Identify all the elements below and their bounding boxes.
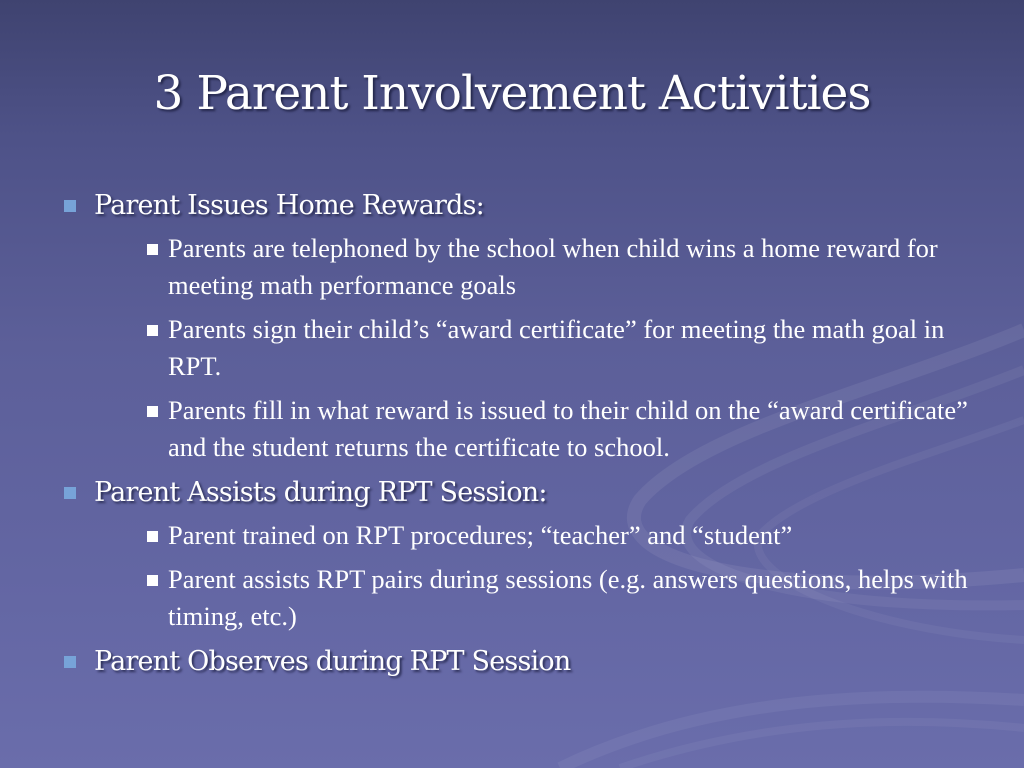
bullet-list: [64, 186, 1004, 686]
square-bullet-icon: [64, 200, 76, 212]
section-heading: Parent Observes during RPT Session: [94, 646, 571, 677]
small-square-bullet-icon: [147, 406, 158, 417]
section-assists-rpt: [64, 473, 1004, 635]
section-home-rewards: [64, 186, 1004, 466]
list-item-text: Parents fill in what reward is issued to their child on the “award certificate” and the student returns the certificate to school.: [168, 395, 968, 462]
sub-bullet-list: [94, 230, 1004, 466]
list-item-text: Parent trained on RPT procedures; “teacher” and “student”: [168, 520, 793, 550]
square-bullet-icon: [64, 656, 76, 668]
small-square-bullet-icon: [147, 244, 158, 255]
list-item-text: Parents are telephoned by the school when child wins a home reward for meeting math performance goals: [168, 233, 938, 300]
slide-title: 3 Parent Involvement Activities: [153, 66, 871, 121]
section-heading: Parent Assists during RPT Session:: [94, 477, 547, 508]
section-heading: Parent Issues Home Rewards:: [94, 190, 484, 221]
small-square-bullet-icon: [147, 531, 158, 542]
list-item: [94, 230, 1004, 304]
sub-bullet-list: [94, 517, 1004, 635]
list-item: [94, 311, 1004, 385]
small-square-bullet-icon: [147, 575, 158, 586]
small-square-bullet-icon: [147, 325, 158, 336]
square-bullet-icon: [64, 487, 76, 499]
list-item: [94, 561, 1004, 635]
list-item: [94, 392, 1004, 466]
list-item-text: Parent assists RPT pairs during sessions (e.g. answers questions, helps with timing, etc.): [168, 564, 968, 631]
list-item-text: Parents sign their child’s “award certificate” for meeting the math goal in RPT.: [168, 314, 945, 381]
section-observes-rpt: [64, 642, 1004, 682]
list-item: [94, 517, 1004, 554]
